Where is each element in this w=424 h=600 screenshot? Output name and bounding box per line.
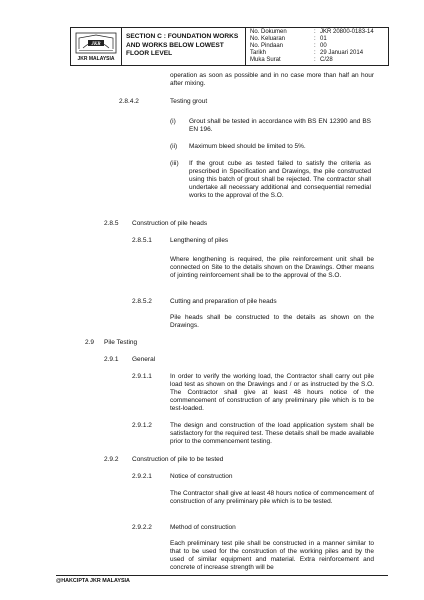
section-heading: Construction of pile to be tested (132, 456, 224, 463)
continued-paragraph: operation as soon as possible and in no case more than half an hour after mixing. (170, 72, 374, 87)
svg-text:JKR: JKR (91, 42, 101, 47)
section-number: 2.8.5.2 (132, 298, 152, 305)
body-paragraph: In order to verify the working load, the Contractor shall carry out pile load test as shown on the Drawings and / or as instructed by the S.O. The Contractor shall give at least 48 hours notice of the commencement of construction of any preliminary pile which is to be test-loaded. (170, 373, 374, 412)
body-paragraph: Pile heads shall be constructed to the details as shown on the Drawings. (170, 314, 374, 329)
meta-value: 01 (320, 36, 327, 42)
meta-label: Muka Surat (250, 57, 281, 63)
section-heading: Cutting and preparation of pile heads (170, 298, 277, 305)
meta-label: No. Keluaran (250, 36, 286, 42)
logo-cell (71, 28, 122, 65)
section-heading: Testing grout (170, 98, 208, 105)
document-meta (246, 28, 388, 65)
section-title-cell (122, 28, 246, 65)
list-item-text: Grout shall be tested in accordance with BS EN 12390 and BS EN 196. (189, 118, 371, 133)
footer-rule (56, 575, 388, 576)
section-number: 2.8.4.2 (119, 98, 139, 105)
meta-separator: : (314, 29, 316, 35)
meta-separator: : (314, 43, 316, 49)
footer-copyright: @HAKCIPTA JKR MALAYSIA (56, 578, 130, 584)
list-marker: (iii) (170, 160, 179, 167)
document-header (70, 27, 389, 66)
list-item-text: Maximum bleed should be limited to 5%. (189, 143, 306, 150)
section-heading: Notice of construction (170, 473, 233, 480)
meta-label: No. Pindaan (250, 43, 284, 49)
section-number: 2.9.2.1 (132, 473, 152, 480)
list-marker: (i) (170, 118, 176, 125)
section-number: 2.9.1.2 (132, 422, 152, 429)
section-number: 2.9.1 (104, 356, 119, 363)
logo-caption: JKR MALAYSIA (77, 56, 115, 62)
meta-separator: : (314, 36, 316, 42)
section-number: 2.8.5.1 (132, 237, 152, 244)
section-heading: Method of construction (170, 524, 236, 531)
section-number: 2.9.2 (104, 456, 119, 463)
section-heading: General (132, 356, 156, 363)
list-item-text: If the grout cube as tested failed to satisfy the criteria as prescribed in Specification and Drawings, the pile constructed using this batch of grout shall be rejected. The contractor shall undertake all necessary additional and consequential remedial works to the approval of the S.O. (189, 160, 371, 199)
section-heading: Pile Testing (104, 339, 138, 346)
list-marker: (ii) (170, 143, 178, 150)
section-heading: Lengthening of piles (170, 237, 229, 244)
body-paragraph: Each preliminary test pile shall be constructed in a manner similar to that to be used for the construction of the working piles and by the used of similar equipment and material. Extra reinforcement and concrete of increase strength will be (170, 540, 374, 571)
meta-separator: : (314, 57, 316, 63)
meta-label: No. Dokumen (250, 29, 287, 35)
body-paragraph: The design and construction of the load application system shall be satisfactory for the required test. These details shall be made available prior to the commencement testing. (170, 422, 374, 445)
meta-label: Tarikh (250, 50, 267, 56)
section-heading: Construction of pile heads (132, 220, 208, 227)
body-paragraph: The Contractor shall give at least 48 hours notice of commencement of construction of any preliminary pile which is to be tested. (170, 490, 374, 505)
meta-separator: : (314, 50, 316, 56)
meta-value: 00 (320, 43, 327, 49)
section-number: 2.9.1.1 (132, 373, 152, 380)
meta-value: JKR 20800-0183-14 (320, 29, 374, 35)
body-paragraph: Where lengthening is required, the pile reinforcement unit shall be connected on Site to the details shown on the Drawings. Other means of jointing reinforcement shall be to the approval of the S.O. (170, 256, 374, 279)
section-number: 2.8.5 (104, 220, 119, 227)
section-number: 2.9.2.2 (132, 524, 152, 531)
section-title: SECTION C : FOUNDATION WORKS AND WORKS BELOW LOWEST FLOOR LEVEL (126, 33, 239, 58)
section-number: 2.9 (85, 339, 95, 346)
meta-value: C/28 (320, 57, 333, 63)
jkr-logo (75, 32, 117, 54)
meta-value: 29 Januari 2014 (320, 50, 364, 56)
